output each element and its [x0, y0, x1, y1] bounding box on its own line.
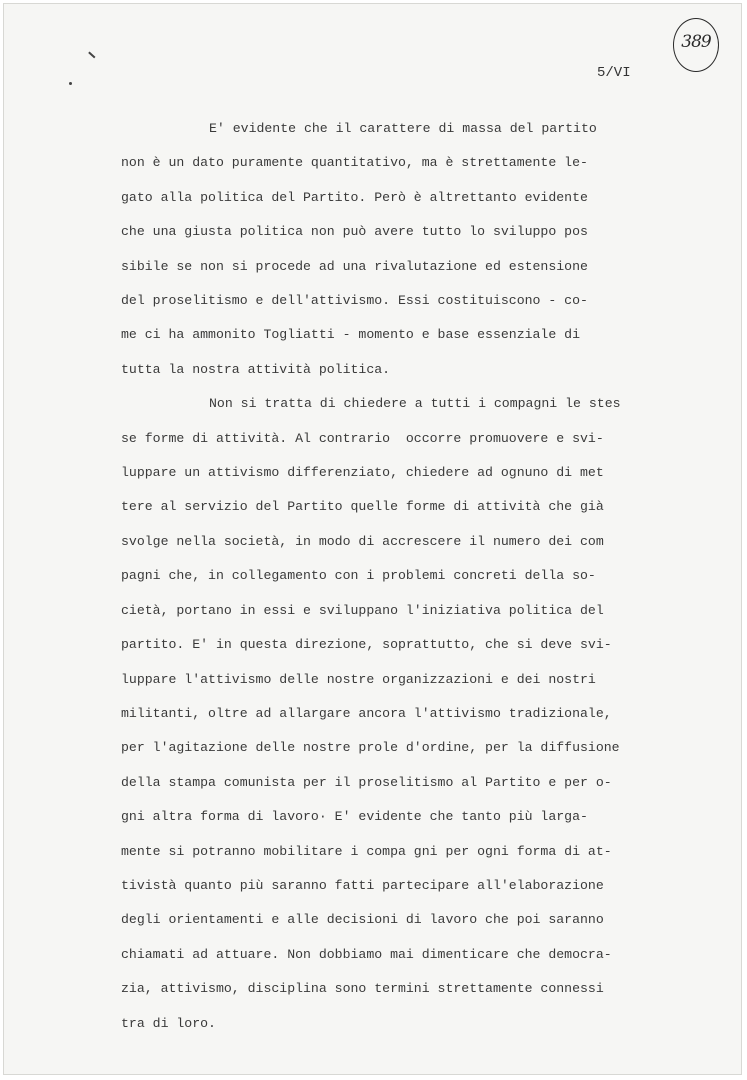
text-line: luppare un attivismo differenziato, chiedere ad ognuno di met — [121, 465, 604, 481]
text-line: tutta la nostra attività politica. — [121, 361, 391, 377]
text-line: per l'agitazione delle nostre prole d'ordine, per la diffusione — [121, 740, 620, 756]
text-line: luppare l'attivismo delle nostre organizzazioni e dei nostri — [121, 671, 596, 687]
text-line: svolge nella società, in modo di accrescere il numero dei com — [121, 533, 604, 549]
ink-dot — [69, 82, 72, 85]
text-line: degli orientamenti e alle decisioni di lavoro che poi saranno — [121, 912, 604, 928]
text-line: pagni che, in collegamento con i problemi concreti della so- — [121, 568, 596, 584]
text-line: non è un dato puramente quantitativo, ma è strettamente le- — [121, 155, 588, 171]
text-line: tra di loro. — [121, 1015, 216, 1031]
ink-mark — [89, 52, 96, 58]
text-line: gni altra forma di lavoro· E' evidente che tanto più larga- — [121, 809, 588, 825]
document-body — [121, 112, 661, 1041]
text-line: chiamati ad attuare. Non dobbiamo mai dimenticare che democra- — [121, 946, 612, 962]
text-line: militanti, oltre ad allargare ancora l'attivismo tradizionale, — [121, 705, 612, 721]
page-number: 5/VI — [597, 65, 631, 81]
text-line: tivistà quanto più saranno fatti partecipare all'elaborazione — [121, 877, 604, 893]
text-line: partito. E' in questa direzione, soprattutto, che si deve svi- — [121, 637, 612, 653]
archive-stamp-number: 389 — [681, 32, 711, 52]
text-line: Non si tratta di chiedere a tutti i compagni le stes — [209, 396, 621, 412]
text-line: cietà, portano in essi e sviluppano l'iniziativa politica del — [121, 602, 604, 618]
text-line: del proselitismo e dell'attivismo. Essi costituiscono - co- — [121, 293, 588, 309]
document-page — [3, 3, 742, 1075]
text-line: me ci ha ammonito Togliatti - momento e base essenziale di — [121, 327, 580, 343]
text-line: zia, attivismo, disciplina sono termini strettamente connessi — [121, 981, 604, 997]
text-line: che una giusta politica non può avere tutto lo sviluppo pos — [121, 224, 588, 240]
text-line: della stampa comunista per il proselitismo al Partito e per o- — [121, 774, 612, 790]
text-line: sibile se non si procede ad una rivalutazione ed estensione — [121, 258, 588, 274]
text-line: mente si potranno mobilitare i compa gni per ogni forma di at- — [121, 843, 612, 859]
text-line: se forme di attività. Al contrario occorre promuovere e svi- — [121, 430, 604, 446]
text-line: tere al servizio del Partito quelle forme di attività che già — [121, 499, 604, 515]
archive-stamp — [673, 18, 719, 72]
text-line: gato alla politica del Partito. Però è altrettanto evidente — [121, 189, 588, 205]
text-line: E' evidente che il carattere di massa del partito — [209, 121, 597, 136]
